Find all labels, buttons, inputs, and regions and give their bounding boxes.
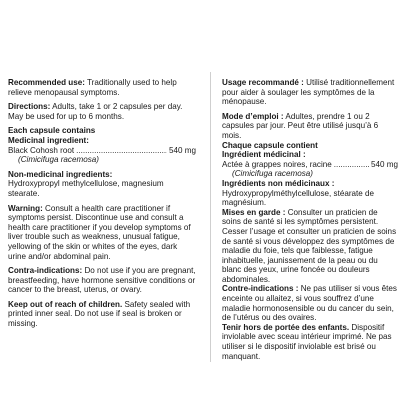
ingredient-row: Black Cohosh root ..... 540 mg	[8, 146, 196, 156]
directions: Directions: Adults, take 1 or 2 capsules per day. May be used for up to 6 months.	[8, 102, 183, 121]
ingredient-latin-name-fr: (Cimicifuga racemosa)	[232, 169, 313, 179]
ingredients-non-medicinaux: Ingrédients non médicinaux : Hydroxypropylméthylcellulose, stéarate de magnésium.	[222, 178, 375, 208]
ingredients-block	[8, 126, 196, 164]
column-divider	[210, 72, 211, 362]
ingredient-latin-name: (Cimicifuga racemosa)	[18, 155, 99, 165]
usage-recommande: Usage recommandé : Utilisé traditionnellement pour aider à soulager les symptômes de la ménopause.	[222, 78, 395, 107]
warning: Warning: Consult a health care practitioner if symptoms persist. Discontinue use and consult a health care practitioner if you develop symptoms of liver trouble such as weakness, unusual fatigue, yellowing of the skin or whites of the eyes, dark urine and/or abdominal pain.	[8, 203, 191, 261]
each-capsule-heading: Each capsule contains	[8, 126, 96, 136]
english-panel	[8, 78, 196, 334]
mode-emploi: Mode d’emploi : Adultes, prendre 1 ou 2 capsules par jour. Peut être utilisé jusqu’à 6 mois.	[222, 111, 379, 140]
recommended-use: Recommended use: Traditionally used to help relieve menopausal symptoms.	[8, 78, 177, 97]
keep-out-of-reach: Keep out of reach of children. Safety sealed with printed inner seal. Do not use if seal is broken or missing.	[8, 299, 191, 329]
contre-indications: Contre-indications : Ne pas utiliser si vous êtes enceinte ou allaitez, si vous souffrez d’une maladie hormonosensible ou du cancer du sein, de l’utérus ou des ovaires.	[222, 284, 397, 323]
french-panel	[222, 78, 398, 361]
tenir-hors-de-portee: Tenir hors de portée des enfants. Dispositif inviolable avec sceau intérieur imprimé. Ne pas utiliser si le dispositif inviolable est brisé ou manquant.	[222, 322, 392, 361]
ingredient-medicinal-heading: Ingrédient médicinal :	[222, 150, 306, 160]
ingredients-block-fr	[222, 141, 398, 179]
non-medicinal-ingredients: Non-medicinal ingredients: Hydroxypropyl methylcellulose, magnesium stearate.	[8, 169, 164, 198]
ingredient-row-fr: Actée à grappes noires, racine ..... 540 mg	[222, 160, 398, 170]
chaque-capsule-heading: Chaque capsule contient	[222, 140, 318, 150]
contra-indications: Contra-indications: Do not use if you are pregnant, breastfeeding, have hormone sensitive conditions or cancer to the breast, uterus, or ovary.	[8, 266, 196, 295]
mises-en-garde: Mises en garde : Consulter un praticien de soins de santé si les symptômes persistent. Cesser l’usage et consulter un praticien de soins de santé si vous développez des symptômes de maladie du foie, tels que faiblesse, fatigue inhabituelle, jaunissement de la peau ou du blanc des yeux, urine foncée ou douleurs abdominales.	[222, 207, 397, 284]
medicinal-ingredient-heading: Medicinal ingredient:	[8, 135, 89, 145]
